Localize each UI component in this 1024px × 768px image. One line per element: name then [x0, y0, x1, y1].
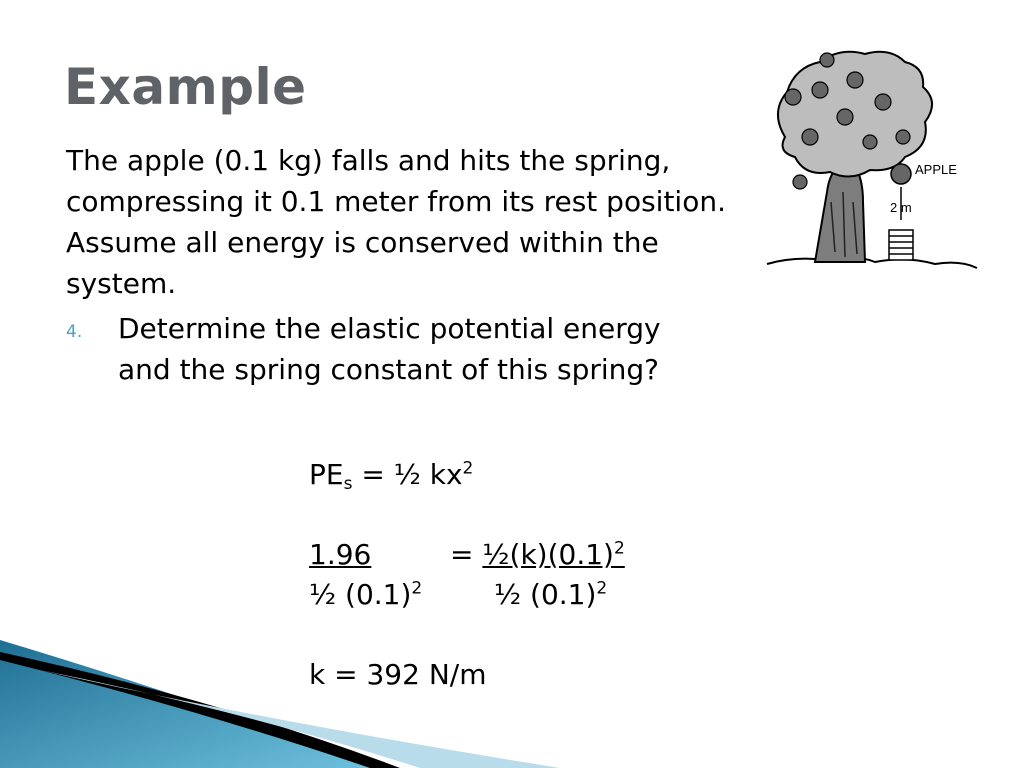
- equation-numerators: [309, 538, 371, 571]
- eq-num2: [482, 538, 624, 571]
- height-label: 2 m: [890, 200, 912, 215]
- equation-denominator-right: [494, 578, 607, 611]
- eq-num-equals: =: [450, 538, 474, 571]
- equation-denominators: [309, 578, 422, 611]
- eq-num1: 1.96: [309, 538, 372, 571]
- eq-den1-sup: 2: [411, 578, 423, 599]
- eq-pe-sub: s: [343, 474, 353, 494]
- eq-num2-sup: 2: [613, 538, 625, 559]
- eq-num2-text: ½(k)(0.1): [482, 538, 614, 571]
- apple-label: APPLE: [915, 162, 957, 177]
- slide-title: Example: [64, 58, 307, 116]
- eq-pe-left: PE: [309, 458, 344, 491]
- eq-pe-sup: 2: [462, 458, 474, 479]
- eq-den2-sup: 2: [596, 578, 608, 599]
- eq-den2: ½ (0.1): [494, 578, 597, 611]
- list-text: Determine the elastic potential energy and the spring constant of this spring?: [118, 312, 661, 386]
- decorative-swoosh: [0, 640, 560, 768]
- equation-rhs: [450, 538, 625, 571]
- apple-icon: [891, 164, 911, 184]
- eq-pe-right: ½ kx: [393, 458, 463, 491]
- apple-tree-illustration: [765, 42, 980, 277]
- eq-pe-equals: =: [361, 458, 385, 491]
- list-number: 4.: [66, 322, 83, 342]
- intro-paragraph: The apple (0.1 kg) falls and hits the spring, compressing it 0.1 meter from its rest position. Assume all energy is conserved within the system.: [66, 144, 726, 300]
- eq-den1: ½ (0.1): [309, 578, 412, 611]
- equation-result: k = 392 N/m: [309, 658, 487, 691]
- spring-icon: [889, 230, 913, 260]
- equation-pe: [309, 458, 473, 494]
